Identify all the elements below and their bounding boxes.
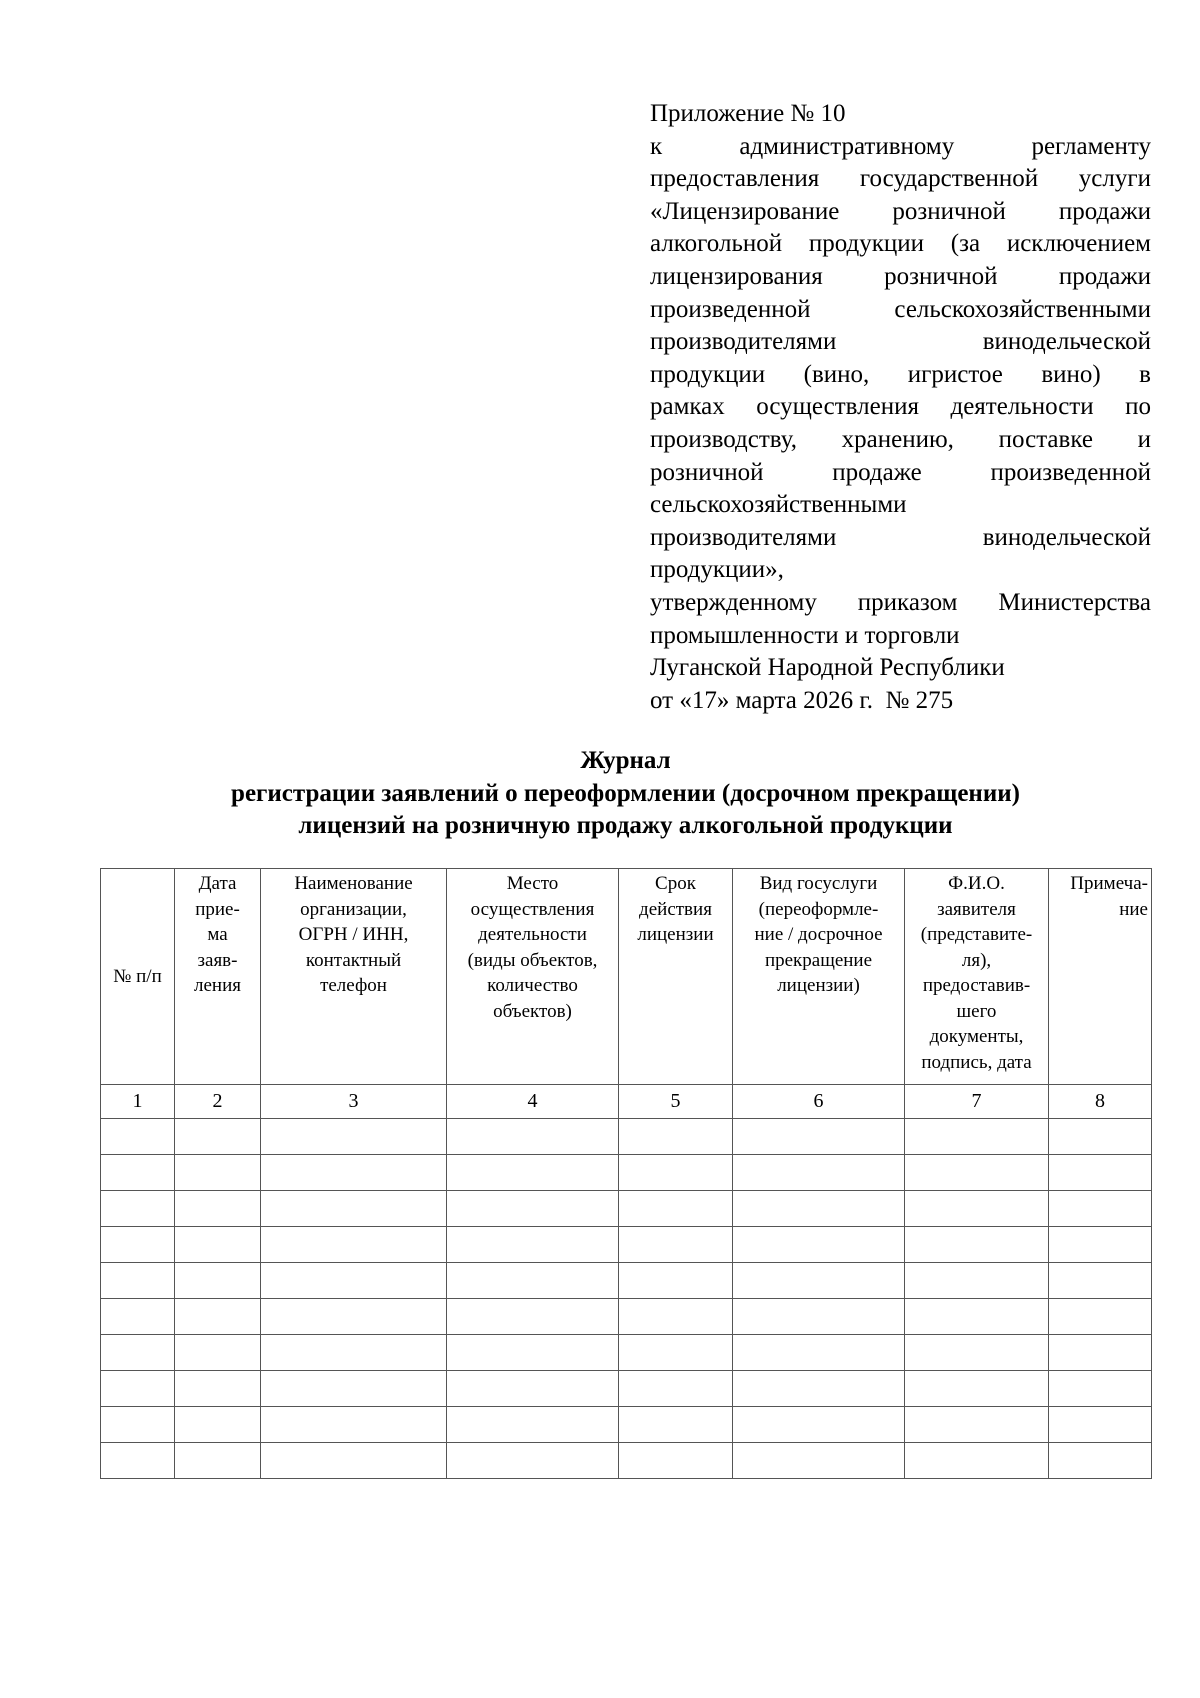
column-number: 4 xyxy=(447,1085,619,1119)
table-cell xyxy=(619,1263,733,1299)
table-cell xyxy=(101,1371,175,1407)
registration-journal-table xyxy=(100,868,1152,1479)
column-number: 1 xyxy=(101,1085,175,1119)
table-cell xyxy=(733,1155,905,1191)
column-number: 3 xyxy=(261,1085,447,1119)
table-cell xyxy=(1049,1299,1152,1335)
table-cell xyxy=(905,1191,1049,1227)
table-cell xyxy=(905,1407,1049,1443)
table-cell xyxy=(1049,1263,1152,1299)
table-cell xyxy=(175,1263,261,1299)
header-row xyxy=(101,869,1152,1085)
table-cell xyxy=(447,1299,619,1335)
table-cell xyxy=(619,1155,733,1191)
table-cell xyxy=(261,1227,447,1263)
appendix-line: «Лицензирование розничной продажи xyxy=(650,197,1151,225)
table-cell xyxy=(1049,1443,1152,1479)
appendix-line: Приложение № 10 xyxy=(650,100,846,127)
column-header: Ф.И.О. заявителя (представите- ля), предоставив- шего документы, подпись, дата xyxy=(905,869,1049,1085)
table-cell xyxy=(175,1371,261,1407)
appendix-line: произведенной сельскохозяйственными xyxy=(650,295,1151,323)
table-cell xyxy=(1049,1191,1152,1227)
appendix-line: лицензирования розничной продажи xyxy=(650,262,1151,290)
table-cell xyxy=(733,1119,905,1155)
table-cell xyxy=(101,1227,175,1263)
journal-title-line3: лицензий на розничную продажу алкогольной продукции xyxy=(298,812,953,839)
table-cell xyxy=(261,1335,447,1371)
column-header: Наименование организации, ОГРН / ИНН, контактный телефон xyxy=(261,869,447,1085)
table-cell xyxy=(619,1119,733,1155)
appendix-line: промышленности и торговли xyxy=(650,621,960,649)
table-cell xyxy=(733,1299,905,1335)
table-cell xyxy=(1049,1119,1152,1155)
column-number-row xyxy=(101,1085,1152,1119)
table-cell xyxy=(175,1119,261,1155)
table-cell xyxy=(447,1263,619,1299)
table-cell xyxy=(619,1299,733,1335)
table-cell xyxy=(447,1371,619,1407)
table-cell xyxy=(261,1155,447,1191)
table-cell xyxy=(447,1407,619,1443)
appendix-line: предоставления государственной услуги xyxy=(650,165,1151,193)
table-cell xyxy=(175,1299,261,1335)
table-cell xyxy=(733,1335,905,1371)
table-cell xyxy=(733,1443,905,1479)
table-cell xyxy=(261,1119,447,1155)
table-cell xyxy=(905,1443,1049,1479)
column-number: 8 xyxy=(1049,1085,1152,1119)
table-cell xyxy=(261,1443,447,1479)
appendix-line: производителями винодельческой xyxy=(650,523,1151,551)
table-row xyxy=(101,1191,1152,1227)
appendix-line: утвержденному приказом Министерства xyxy=(650,588,1151,616)
table-cell xyxy=(905,1119,1049,1155)
table-cell xyxy=(905,1335,1049,1371)
appendix-line: алкогольной продукции (за исключением xyxy=(650,230,1151,258)
table-cell xyxy=(619,1371,733,1407)
appendix-line: сельскохозяйственными xyxy=(650,491,907,519)
table-cell xyxy=(905,1371,1049,1407)
table-row xyxy=(101,1263,1152,1299)
table-cell xyxy=(733,1371,905,1407)
column-header: Примеча- ние xyxy=(1049,869,1152,1085)
table-cell xyxy=(175,1335,261,1371)
column-header: Вид госуслуги (переоформле- ние / досрочное прекращение лицензии) xyxy=(733,869,905,1085)
table-cell xyxy=(733,1227,905,1263)
table-cell xyxy=(619,1407,733,1443)
appendix-line: Луганской Народной Республики xyxy=(650,654,1005,682)
journal-title-line1: Журнал xyxy=(580,747,671,774)
column-number: 7 xyxy=(905,1085,1049,1119)
table-row xyxy=(101,1335,1152,1371)
table-cell xyxy=(447,1155,619,1191)
column-header: Срок действия лицензии xyxy=(619,869,733,1085)
table-cell xyxy=(175,1407,261,1443)
table-cell xyxy=(101,1407,175,1443)
table-cell xyxy=(261,1407,447,1443)
table-cell xyxy=(733,1263,905,1299)
table-cell xyxy=(619,1191,733,1227)
table-row xyxy=(101,1119,1152,1155)
table-cell xyxy=(101,1191,175,1227)
table-row xyxy=(101,1155,1152,1191)
table-cell xyxy=(1049,1407,1152,1443)
table-cell xyxy=(905,1155,1049,1191)
table-cell xyxy=(905,1299,1049,1335)
appendix-line: производству, хранению, поставке и xyxy=(650,425,1151,453)
table-cell xyxy=(1049,1227,1152,1263)
table-cell xyxy=(261,1299,447,1335)
journal-title-line2: регистрации заявлений о переоформлении (досрочном прекращении) xyxy=(231,779,1020,807)
table-cell xyxy=(101,1443,175,1479)
table-cell xyxy=(261,1191,447,1227)
table-cell xyxy=(733,1191,905,1227)
column-number: 5 xyxy=(619,1085,733,1119)
table-cell xyxy=(261,1263,447,1299)
table-cell xyxy=(733,1407,905,1443)
table-cell xyxy=(1049,1335,1152,1371)
table-cell xyxy=(101,1155,175,1191)
table-cell xyxy=(619,1335,733,1371)
appendix-line: розничной продаже произведенной xyxy=(650,458,1151,486)
table-cell xyxy=(447,1227,619,1263)
table-cell xyxy=(447,1119,619,1155)
table-cell xyxy=(619,1443,733,1479)
table-row xyxy=(101,1299,1152,1335)
table-cell xyxy=(447,1335,619,1371)
appendix-block xyxy=(650,98,1151,717)
table-cell xyxy=(1049,1371,1152,1407)
journal-title xyxy=(100,745,1151,843)
table-cell xyxy=(447,1191,619,1227)
column-header: Место осуществления деятельности (виды объектов, количество объектов) xyxy=(447,869,619,1085)
table-cell xyxy=(905,1263,1049,1299)
table-cell xyxy=(101,1299,175,1335)
appendix-line: продукции», xyxy=(650,556,784,584)
table-cell xyxy=(101,1263,175,1299)
table-cell xyxy=(619,1227,733,1263)
appendix-line: к административному регламенту xyxy=(650,132,1151,160)
appendix-line: продукции (вино, игристое вино) в xyxy=(650,360,1151,388)
table-cell xyxy=(175,1443,261,1479)
appendix-line: от «17» марта 2026 г. № 275 xyxy=(650,686,954,714)
table-cell xyxy=(101,1119,175,1155)
table-cell xyxy=(175,1155,261,1191)
table-cell xyxy=(101,1335,175,1371)
column-number: 2 xyxy=(175,1085,261,1119)
table-cell xyxy=(261,1371,447,1407)
column-header: № п/п xyxy=(101,869,175,1085)
table-cell xyxy=(175,1191,261,1227)
table-row xyxy=(101,1443,1152,1479)
table-cell xyxy=(905,1227,1049,1263)
table-row xyxy=(101,1371,1152,1407)
table-cell xyxy=(1049,1155,1152,1191)
table-cell xyxy=(175,1227,261,1263)
column-header: Дата прие- ма заяв- ления xyxy=(175,869,261,1085)
appendix-line: производителями винодельческой xyxy=(650,328,1151,356)
table-row xyxy=(101,1407,1152,1443)
table-cell xyxy=(447,1443,619,1479)
column-number: 6 xyxy=(733,1085,905,1119)
appendix-line: рамках осуществления деятельности по xyxy=(650,393,1151,421)
table-row xyxy=(101,1227,1152,1263)
